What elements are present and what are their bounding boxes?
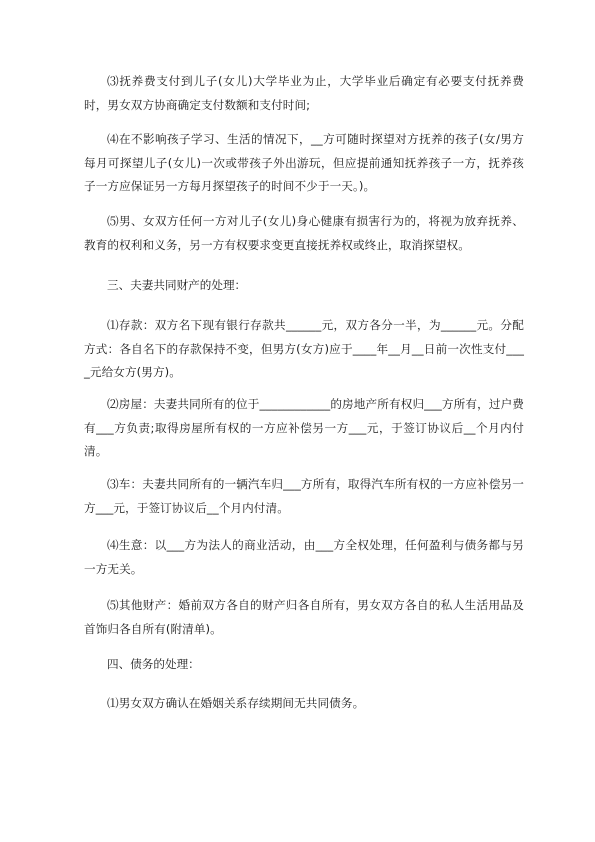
paragraph-car: ⑶车：夫妻共同所有的一辆汽车归___方所有，取得汽车所有权的一方应补偿另一方___元，于签订协议后__个月内付清。 bbox=[84, 477, 524, 515]
paragraph-savings: ⑴存款：双方名下现有银行存款共______元，双方各分一半，为______元。分配方式：各自名下的存款保持不变，但男方(女方)应于____年__月__日前一次性支付____元给女方(男方)。 bbox=[84, 318, 524, 379]
paragraph-custody-termination: ⑸男、女双方任何一方对儿子(女儿)身心健康有损害行为的，将视为放弃抚养、教育的权利和义务，另一方有权要求变更直接抚养权或终止，取消探望权。 bbox=[84, 214, 524, 252]
paragraph-visitation-rights: ⑷在不影响孩子学习、生活的情况下，__方可随时探望对方抚养的孩子(女/男方每月可探望儿子(女儿)一次或带孩子外出游玩，但应提前通知抚养孩子一方，抚养孩子一方应保证另一方每月探望孩子的时间不少于一天。)。 bbox=[84, 132, 524, 193]
section-heading-debts: 四、债务的处理： bbox=[107, 657, 200, 671]
paragraph-house: ⑵房屋：夫妻共同所有的位于____________的房地产所有权归___方所有，过户费有___方负责;取得房屋所有权的一方应补偿另一方___元，于签订协议后__个月内付清。 bbox=[84, 397, 524, 458]
paragraph-no-joint-debts: ⑴男女双方确认在婚姻关系存续期间无共同债务。 bbox=[107, 696, 365, 710]
section-heading-joint-property: 三、夫妻共同财产的处理： bbox=[107, 278, 247, 292]
paragraph-child-support-duration: ⑶抚养费支付到儿子(女儿)大学毕业为止，大学毕业后确定有必要支付抚养费时，男女双方协商确定支付数额和支付时间; bbox=[84, 74, 524, 112]
paragraph-other-property: ⑸其他财产：婚前双方各自的财产归各自所有，男女双方各自的私人生活用品及首饰归各自所有(附清单)。 bbox=[84, 598, 524, 636]
paragraph-business: ⑷生意：以___方为法人的商业活动，由___方全权处理，任何盈利与债务都与另一方无关。 bbox=[84, 538, 524, 576]
